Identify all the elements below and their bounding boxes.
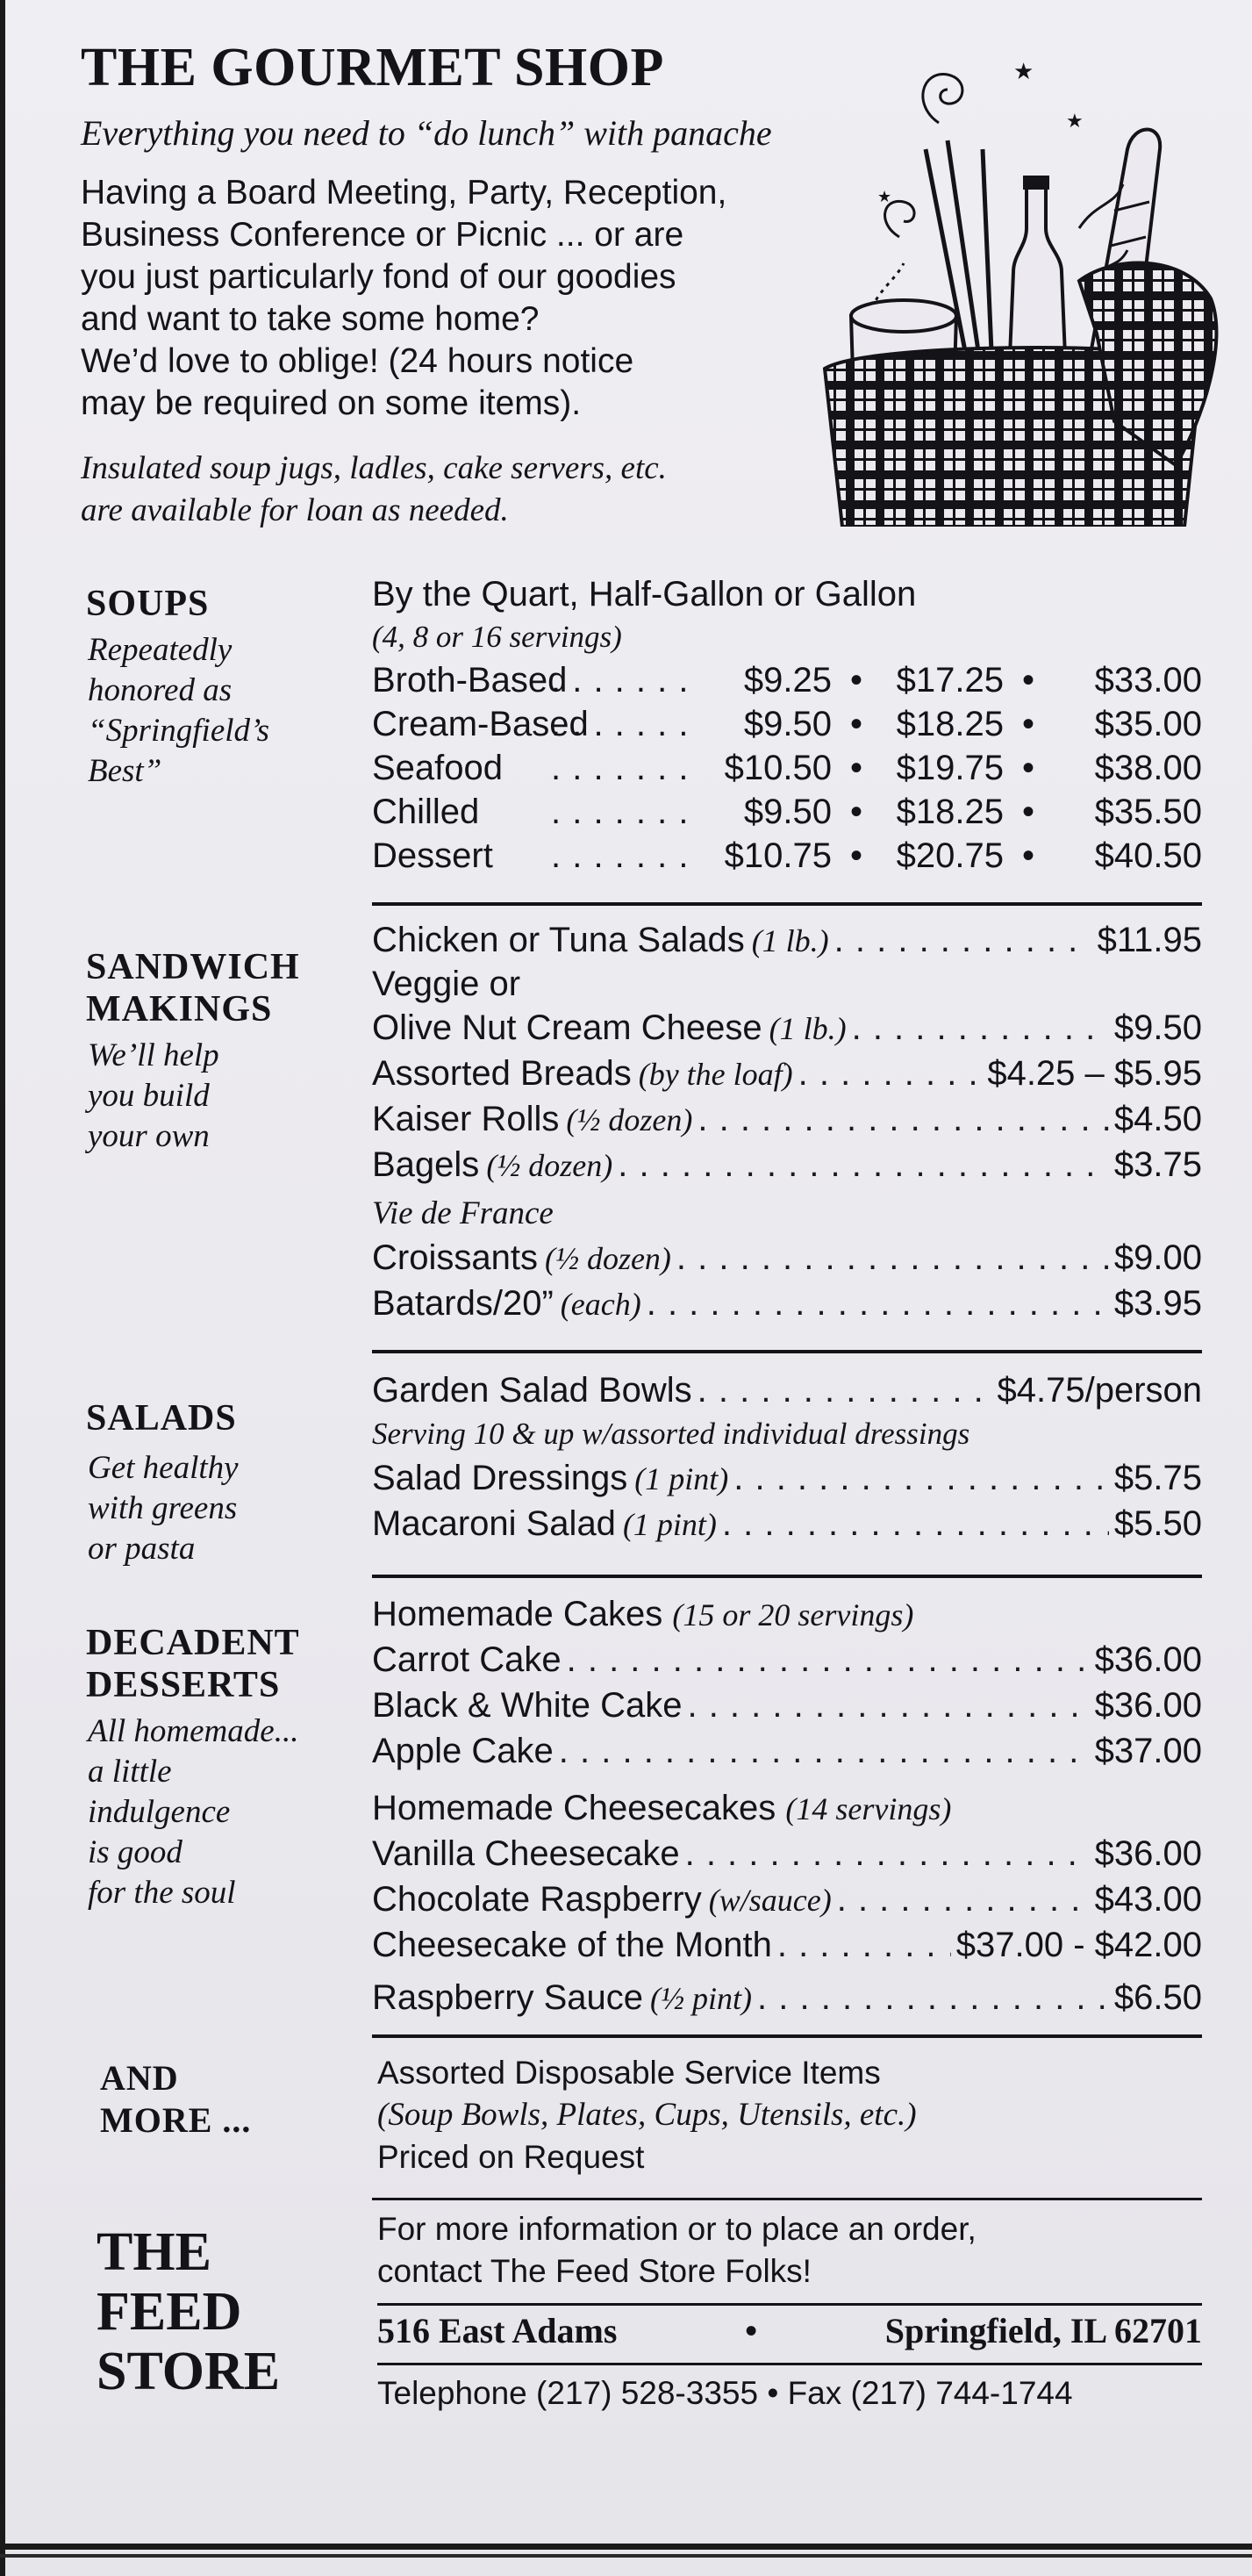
menu-item-row (372, 1367, 1202, 1413)
subtitle-line: honored as (88, 672, 233, 708)
subtitle-line: Best” (88, 753, 162, 789)
more-line: Assorted Disposable Service Items (377, 2055, 881, 2091)
order-info (377, 2208, 977, 2293)
salads-price-list (372, 1367, 1202, 1546)
star-icon: ★ (877, 188, 892, 205)
dot-leader (733, 1455, 1109, 1501)
item-qualifier: (1 pint) (622, 1507, 717, 1542)
menu-item-row (372, 1501, 1202, 1546)
dot-leader (647, 1281, 1109, 1326)
menu-item-row (372, 1728, 1202, 1774)
dot-leader (551, 834, 697, 878)
item-label: Garden Salad Bowls (372, 1371, 692, 1410)
price-quart: $10.50 (724, 749, 832, 787)
dot-leader (757, 1975, 1109, 2020)
dot-leader (837, 1876, 1090, 1922)
intro-line: Business Conference or Picnic ... or are (81, 216, 684, 254)
soup-label: Broth-Based (372, 661, 568, 700)
item-label: Salad Dressings (372, 1459, 628, 1497)
cakes-servings: (15 or 20 servings) (672, 1597, 914, 1632)
bullet-icon: • (745, 2311, 758, 2350)
section-title-salads (86, 1397, 237, 1439)
dot-leader (559, 1728, 1090, 1774)
dot-leader (698, 1096, 1109, 1142)
order-info-line: contact The Feed Store Folks! (377, 2253, 812, 2289)
price-quart: $9.25 (743, 661, 832, 700)
street: 516 East Adams (377, 2311, 618, 2350)
menu-item-row (372, 1683, 1202, 1728)
price-gallon: $33.00 (1094, 661, 1202, 700)
bullet-icon: • (1021, 749, 1034, 787)
star-icon: ★ (1066, 110, 1084, 132)
item-label: Apple Cake (372, 1732, 554, 1770)
subtitle-line: for the soul (88, 1875, 236, 1911)
picnic-basket-illustration (816, 53, 1228, 527)
dot-leader (798, 1051, 983, 1096)
item-label: Cheesecake of the Month (372, 1926, 772, 1964)
item-price: $9.00 (1113, 1238, 1202, 1277)
menu-item-row (372, 1922, 1202, 1968)
address-rule-bottom (377, 2363, 1202, 2365)
price-quart: $10.75 (724, 836, 832, 875)
bullet-icon: • (849, 705, 862, 743)
city-state-zip: Springfield, IL 62701 (884, 2311, 1202, 2350)
bullet-icon: • (1021, 661, 1034, 700)
item-label: Chicken or Tuna Salads (372, 921, 745, 959)
soup-row (372, 834, 1202, 878)
store-name-line: THE (97, 2222, 211, 2282)
section-title-line: MORE ... (100, 2100, 252, 2140)
dot-leader (777, 1922, 951, 1968)
loan-line: are available for loan as needed. (81, 492, 509, 528)
bullet-icon: • (849, 793, 862, 831)
subtitle-line: you build (88, 1078, 210, 1114)
subtitle-line: “Springfield’s (88, 713, 269, 749)
star-icon: ★ (1013, 59, 1034, 84)
menu-item-row (372, 1876, 1202, 1922)
section-title-desserts (86, 1622, 300, 1706)
bullet-icon: • (849, 836, 862, 875)
item-price: $5.75 (1113, 1459, 1202, 1497)
soup-row (372, 658, 1202, 702)
price-quart: $9.50 (743, 705, 832, 743)
item-label: Vanilla Cheesecake (372, 1834, 680, 1873)
menu-item-row (372, 917, 1202, 963)
veggie-line: Veggie or (372, 965, 521, 1003)
cakes-header (372, 1592, 1202, 1637)
section-divider (372, 2198, 1202, 2200)
cheesecakes-header (372, 1786, 1202, 1831)
item-label: Kaiser Rolls (372, 1100, 560, 1138)
menu-item-row (372, 1235, 1202, 1281)
price-gallon: $35.50 (1094, 793, 1202, 831)
cheesecakes-servings: (14 servings) (785, 1791, 952, 1826)
dot-leader (551, 746, 697, 790)
price-quart: $9.50 (743, 793, 832, 831)
dot-leader (567, 1637, 1090, 1683)
section-title-more (100, 2057, 251, 2142)
dot-leader (676, 1235, 1109, 1281)
dot-leader (551, 702, 697, 746)
soups-price-list (372, 572, 1202, 878)
page-border-bottom (0, 2544, 1252, 2550)
section-title-line: SANDWICH (86, 947, 300, 987)
soup-label: Dessert (372, 836, 493, 875)
item-qualifier: (½ dozen) (544, 1241, 671, 1276)
section-divider (372, 2034, 1202, 2038)
section-title-soups (86, 583, 209, 625)
menu-item-row (372, 1281, 1202, 1326)
vie-de-france-line: Vie de France (372, 1195, 554, 1231)
cheesecakes-header-text: Homemade Cheesecakes (372, 1789, 776, 1827)
soup-row (372, 746, 1202, 790)
item-qualifier: (1 lb.) (769, 1011, 847, 1046)
intro-line: may be required on some items). (81, 384, 582, 422)
subtitle-line: is good (88, 1834, 182, 1870)
price-half-gallon: $18.25 (896, 705, 1004, 743)
menu-item-row (372, 1142, 1202, 1188)
store-name (97, 2222, 280, 2401)
intro-paragraph (81, 172, 853, 425)
item-label: Batards/20” (372, 1284, 554, 1323)
street-address (377, 2310, 1202, 2351)
section-title-line: AND (100, 2058, 179, 2098)
more-details (377, 2052, 917, 2178)
price-half-gallon: $18.25 (896, 793, 1004, 831)
item-label: Assorted Breads (372, 1054, 632, 1093)
bullet-icon: • (1021, 705, 1034, 743)
dot-leader (722, 1501, 1109, 1546)
subtitle-line: Repeatedly (88, 632, 233, 668)
more-line: Priced on Request (377, 2139, 645, 2175)
item-qualifier: (1 pint) (634, 1461, 729, 1496)
item-price: $43.00 (1094, 1880, 1202, 1919)
item-qualifier: (w/sauce) (708, 1883, 832, 1918)
section-title-line: SOUPS (86, 584, 210, 624)
item-price: $3.75 (1113, 1145, 1202, 1184)
soups-servings-note: (4, 8 or 16 servings) (372, 620, 622, 654)
menu-item-row (372, 1051, 1202, 1096)
subtitle-line: or pasta (88, 1531, 196, 1567)
menu-item-row (372, 1455, 1202, 1501)
menu-item-row (372, 1096, 1202, 1142)
intro-line: you just particularly fond of our goodies (81, 258, 676, 296)
item-price: $36.00 (1094, 1640, 1202, 1679)
section-divider (372, 1575, 1202, 1578)
section-subtitle-soups (88, 630, 269, 792)
subtitle-line: your own (88, 1118, 210, 1154)
price-gallon: $38.00 (1094, 749, 1202, 787)
price-half-gallon: $19.75 (896, 749, 1004, 787)
item-price: $4.25 – $5.95 (987, 1054, 1202, 1093)
item-qualifier: (½ dozen) (566, 1102, 693, 1137)
item-price: $4.50 (1113, 1100, 1202, 1138)
subtitle-line: Get healthy (88, 1450, 239, 1486)
section-subtitle-desserts (88, 1711, 298, 1913)
section-title-line: MAKINGS (86, 989, 273, 1030)
price-half-gallon: $20.75 (896, 836, 1004, 875)
dot-leader (685, 1831, 1090, 1876)
item-label: Croissants (372, 1238, 538, 1277)
item-qualifier: (1 lb.) (751, 923, 829, 958)
dot-leader (698, 1367, 992, 1413)
store-name-line: FEED (97, 2282, 242, 2342)
item-label: Chocolate Raspberry (372, 1880, 702, 1919)
bullet-icon: • (1021, 836, 1034, 875)
item-price: $36.00 (1094, 1834, 1202, 1873)
desserts-price-list (372, 1592, 1202, 2020)
section-subtitle-salads (88, 1448, 239, 1569)
dot-leader (687, 1683, 1089, 1728)
intro-line: Having a Board Meeting, Party, Reception, (81, 174, 727, 212)
bullet-icon: • (849, 749, 862, 787)
bullet-icon: • (849, 661, 862, 700)
soup-label: Chilled (372, 793, 480, 831)
soups-header: By the Quart, Half-Gallon or Gallon (372, 575, 917, 614)
item-price: $4.75/person (997, 1371, 1202, 1410)
tagline: Everything you need to “do lunch” with panache (81, 113, 772, 153)
dot-leader (834, 917, 1092, 963)
item-price: $9.50 (1113, 1008, 1202, 1047)
soup-row (372, 790, 1202, 834)
salad-serving-note: Serving 10 & up w/assorted individual dressings (372, 1417, 970, 1451)
price-half-gallon: $17.25 (896, 661, 1004, 700)
section-divider (372, 1350, 1202, 1353)
menu-item-row (372, 1831, 1202, 1876)
page-title: THE GOURMET SHOP (81, 38, 664, 97)
phone-fax: Telephone (217) 528-3355 • Fax (217) 744-1744 (377, 2375, 1073, 2411)
intro-line: and want to take some home? (81, 300, 540, 338)
intro-line: We’d love to oblige! (24 hours notice (81, 342, 634, 380)
subtitle-line: We’ll help (88, 1037, 219, 1073)
item-qualifier: (each) (560, 1287, 641, 1322)
item-label: Olive Nut Cream Cheese (372, 1008, 762, 1047)
order-info-line: For more information or to place an order, (377, 2211, 977, 2247)
address-rule-top (377, 2303, 1202, 2306)
more-line: (Soup Bowls, Plates, Cups, Utensils, etc.) (377, 2097, 917, 2133)
subtitle-line: a little (88, 1754, 172, 1790)
section-title-line: DESSERTS (86, 1665, 281, 1705)
menu-item-row (372, 1637, 1202, 1683)
item-qualifier: (½ pint) (650, 1981, 753, 2016)
item-label: Macaroni Salad (372, 1504, 616, 1543)
loan-note (81, 448, 667, 532)
item-price: $36.00 (1094, 1686, 1202, 1725)
item-label: Black & White Cake (372, 1686, 683, 1725)
item-label: Bagels (372, 1145, 480, 1184)
dot-leader (852, 1005, 1109, 1051)
dot-leader (551, 790, 697, 834)
bullet-icon: • (1021, 793, 1034, 831)
loan-line: Insulated soup jugs, ladles, cake servers, etc. (81, 450, 667, 486)
item-qualifier: (by the loaf) (638, 1057, 793, 1092)
dot-leader (551, 658, 697, 702)
item-qualifier: (½ dozen) (486, 1148, 613, 1183)
item-label: Raspberry Sauce (372, 1978, 644, 2017)
price-gallon: $35.00 (1094, 705, 1202, 743)
menu-item-row (372, 1005, 1202, 1051)
subtitle-line: with greens (88, 1490, 238, 1526)
section-title-line: DECADENT (86, 1623, 300, 1663)
section-subtitle-sandwich (88, 1036, 219, 1157)
item-price: $11.95 (1097, 921, 1202, 959)
page-border-bottom (0, 2554, 1252, 2558)
item-price: $3.95 (1113, 1284, 1202, 1323)
soup-label: Seafood (372, 749, 504, 787)
price-gallon: $40.50 (1094, 836, 1202, 875)
item-price: $37.00 - $42.00 (955, 1926, 1202, 1964)
section-divider (372, 902, 1202, 906)
item-price: $37.00 (1094, 1732, 1202, 1770)
section-title-line: SALADS (86, 1398, 237, 1439)
store-name-line: STORE (97, 2342, 281, 2401)
sandwich-price-list (372, 917, 1202, 1326)
dot-leader (618, 1142, 1109, 1188)
item-price: $6.50 (1113, 1978, 1202, 2017)
subtitle-line: indulgence (88, 1794, 231, 1830)
subtitle-line: All homemade... (88, 1713, 299, 1749)
soup-label: Cream-Based (372, 705, 589, 743)
item-label: Carrot Cake (372, 1640, 562, 1679)
item-price: $5.50 (1113, 1504, 1202, 1543)
soup-row (372, 702, 1202, 746)
cakes-header-text: Homemade Cakes (372, 1595, 663, 1633)
menu-item-row (372, 1975, 1202, 2020)
page-edge (0, 0, 5, 2576)
section-title-sandwich (86, 946, 300, 1030)
